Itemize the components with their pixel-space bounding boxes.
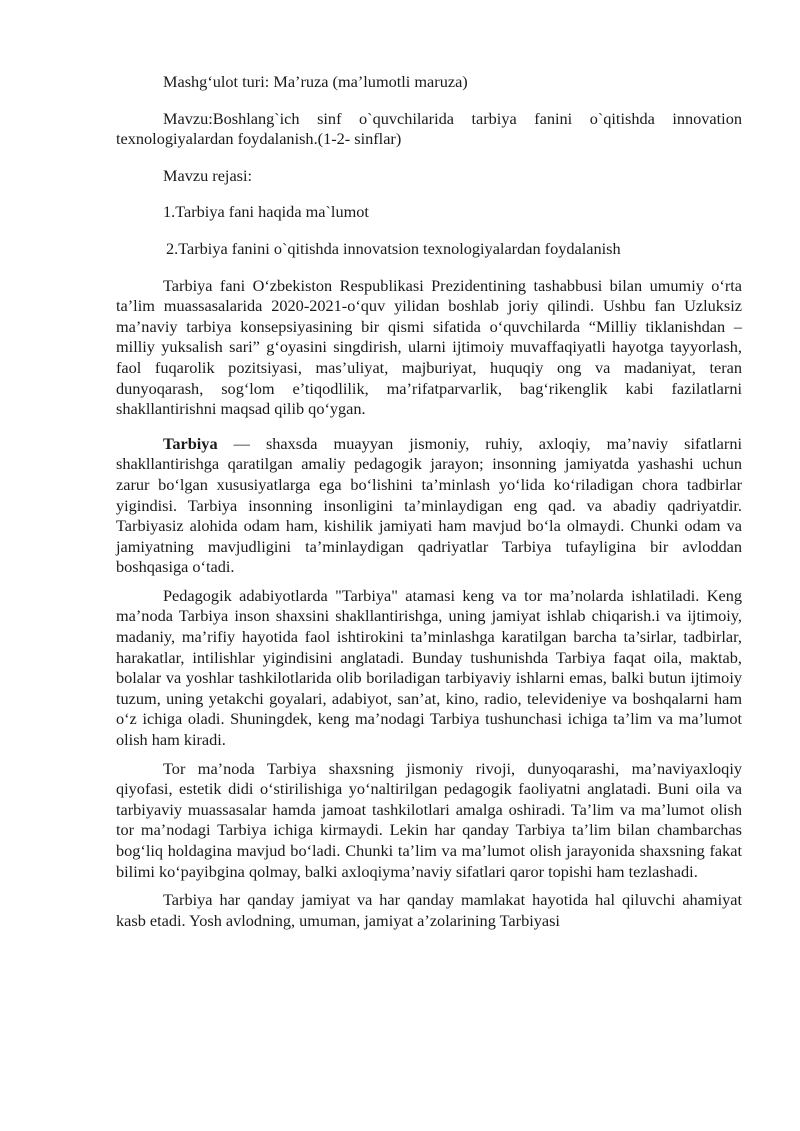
paragraph-intro: Tarbiya fani O‘zbekiston Respublikasi Prezidentining tashabbusi bilan umumiy o‘rta ta’lim muassasalarida 2020-2021-o‘quv yilidan boshlab joriy qilindi. Ushbu fan Uzluksiz ma’naviy tarbiya konsepsiyasining bir qismi sifatida o‘quvchilarda “Milliy tiklanishdan – milliy yuksalish sari” g‘oyasini singdirish, ularni ijtimoiy muvaffaqiyatli hayotga tayyorlash, faol fuqarolik pozitsiyasi, mas’uliyat, majburiyat, huquqiy ong va madaniyat, teran dunyoqarash, sog‘lom e’tiqodlilik, ma’rifatparvarlik, bag‘rikenglik kabi fazilatlarni shakllantirishni maqsad qilib qo‘ygan. (116, 275, 742, 419)
definition-body: — shaxsda muayyan jismoniy, ruhiy, axloqiy, ma’naviy sifatlarni shakllantirishga qaratilgan amaliy pedagogik jarayon; insonning jamiyatda yashashi uchun zarur bo‘lgan xususiyatlarga ega bo‘lishini ta’minlash yo‘lida ko‘riladigan chora tadbirlar yigindisi. Tarbiya insonning insonligini ta’minlaydigan eng qad. va abadiy qadriyatdir. Tarbiyasiz alohida odam ham, kishilik jamiyati ham mavjud bo‘la olmaydi. Chunki odam va jamiyatning mavjudligini ta’minlaydigan qadriyatlar Tarbiya tufayligina bir avloddan boshqasiga o‘tadi. (116, 433, 742, 577)
paragraph-broad-meaning: Pedagogik adabiyotlarda "Tarbiya" atamasi keng va tor ma’nolarda ishlatiladi. Keng ma’noda Tarbiya inson shaxsini shakllantirishga, uning jamiyat ishlab chiqarish.i va ijtimoiy, madaniy, ma’rifiy hayotida faol ishtirokini ta’minlashga karatilgan barcha ta’sirlar, tadbirlar, harakatlar, intilishlar yigindisini anglatadi. Bunday tushunishda Tarbiya faqat oila, maktab, bolalar va yoshlar tashkilotlarida olib boriladigan tarbiyaviy ishlarni emas, balki butun ijtimoiy tuzum, uning yetakchi goyalari, adabiyot, san’at, kino, radio, televideniye va boshqalarni ham o‘z ichiga oladi. Shuningdek, keng ma’nodagi Tarbiya tushunchasi ichiga ta’lim va ma’lumot olish ham kiradi. (116, 585, 742, 750)
definition-term: Tarbiya (163, 433, 218, 453)
lesson-type: Mashg‘ulot turi: Ma’ruza (ma’lumotli maruza) (163, 72, 468, 91)
plan-item: 1.Tarbiya fani haqida ma`lumot (163, 202, 369, 222)
paragraph-narrow-meaning: Tor ma’noda Tarbiya shaxsning jismoniy rivoji, dunyoqarashi, ma’naviyaxloqiy qiyofasi, estetik didi o‘stirilishiga yo‘naltirilgan pedagogik faoliyatni anglatadi. Buni oila va tarbiyaviy muassasalar hamda jamoat tashkilotlari amalga oshiradi. Ta’lim va ma’lumot olish tor ma’nodagi Tarbiya ichiga kirmaydi. Lekin har qanday Tarbiya ta’lim bilan chambarchas bog‘liq holdagina mavjud bo‘ladi. Chunki ta’lim va ma’lumot olish jarayonida shaxsning fakat bilimi ko‘payibgina qolmay, balki axloqiyma’naviy sifatlari qaror topishi ham tezlashadi. (116, 758, 742, 881)
plan-heading: Mavzu rejasi: (163, 165, 253, 185)
paragraph-importance: Tarbiya har qanday jamiyat va har qanday mamlakat hayotida hal qiluvchi ahamiyat kasb etadi. Yosh avlodning, umuman, jamiyat a’zolarining Tarbiyasi (116, 890, 742, 930)
document-body (116, 72, 742, 939)
plan-item: 2.Tarbiya fanini o`qitishda innovatsion texnologiyalardan foydalanish (166, 238, 621, 258)
paragraph-definition (116, 434, 742, 578)
lesson-topic: Mavzu:Boshlang`ich sinf o`quvchilarida tarbiya fanini o`qitishda innovation texnologiyalardan foydalanish.(1-2- sinflar) (116, 108, 742, 149)
